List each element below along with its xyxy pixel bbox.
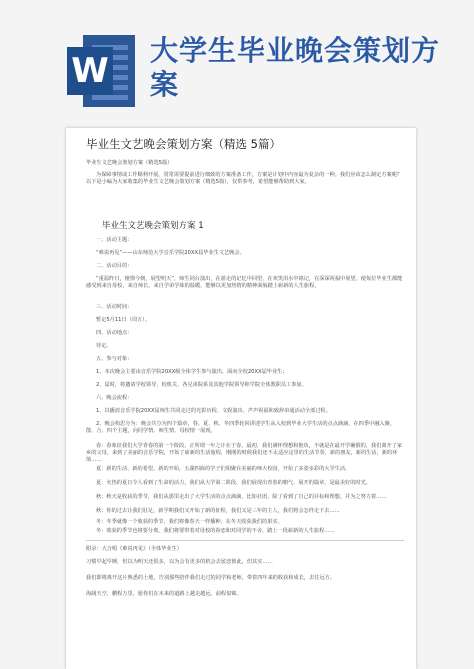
doc-line: 五、参与对象： [96,356,133,362]
doc-line: 冬：冬季就像一个收获的季节，我们将像春天一样播种、在冬天收获我们的果实。 [96,519,283,525]
doc-line: 秋：秋天是收获的季节，我们从那里走出了大学生活的点点滴滴，比如社团、除了看到了自己的目标和理想，并为之努力着…… [96,494,387,500]
doc-line: 夏：火热的夏日令人看到了生命的活力，我们从大学第二阶段，我们展现出青春的朝气、展开的篇章，是最美好的时光。 [96,480,371,486]
program-section [86,540,404,669]
doc-line: 暂定5月11日（周五）。 [96,317,150,323]
document-subtitle: 毕业生文艺晚会策划方案 1 [102,221,204,231]
doc-line: 春：春象征我们大学青春的第一个阶段，正所谓一年之计在于春，最初，我们满怀理想和抱负，不就是在最开学确假的，我们离开了家乡的父母，来到了美丽的音乐学院，开始了崭新的生活旅程，刚刚的时候我们还不太适应这里的生活节奏，新的朋友，新的生活，新的环境…… [86,443,403,464]
doc-line: 为保障事情或工作顺利开展，常常需要提前进行细致的方案准备工作，方案是计划中内容最为复杂的一种。我们应该怎么制定方案呢？以下是小编为大家收集的毕业生文艺晚会策划方案（精选5篇），仅供参考，希望能够帮助到大家。 [86,172,403,186]
doc-line: 毕业生文艺晚会策划方案（精选5篇） [86,160,173,166]
doc-line: 三、活动时间： [96,304,133,310]
word-doc-icon [67,35,135,107]
doc-line: 1、本次晚会主要由音乐学院20XX级全体学生参与演出，面向全校20XX届毕业生； [96,369,288,375]
doc-line: 冬：收获的季节也将要分离，我们将要带着对母校的眷恋和对同学的不舍，踏上一段崭新的人生旅程…… [96,528,335,534]
document-title: 毕业生文艺晚会策划方案（精选 5篇） [86,137,281,151]
doc-line: 待定。 [96,343,112,349]
page-title: 大学生毕业晚会策划方案 [150,34,441,101]
doc-line: “难说再见”——山东师范大学音乐学院20XX届毕业生文艺晚会。 [96,250,245,256]
doc-line: 六、晚会流程： [96,395,133,401]
doc-line: 夏：新的生活、新的希望。新的开始，五湖四海的学子们相聚在美丽的师大校园，开始了多姿多彩的大学生活。 [96,466,351,472]
doc-line: 习惯早起早睡，但以为明天还很多，以为会有更多的机会去留恋彼此，但其实…… [86,559,273,565]
doc-line: 一、活动主题： [96,237,133,243]
doc-line: 2、届时，将邀请学校领导、校机关、各兄弟院系及其他学院领导和学院全体教职员工参加。 [96,382,307,388]
doc-line: 四、活动地点： [96,330,133,336]
word-icon-letter: W [67,47,113,95]
doc-line: 二、活动目的： [96,263,133,269]
doc-line: 我们即将离开这片熟悉的土地，告别那些陪伴我们走过的同学和老师，带着四年来的收获和成长，去往远方。 [86,575,336,581]
doc-line: 海阔天空，鹏程万里，愿你们在未来的道路上越走越远，前程似锦。 [86,591,242,597]
doc-line: 2、晚会构思分为：晚会共分为四个篇章，春、夏、秋、冬四季轮回讲述学生从入校到毕业大学生活的点点滴滴，在四季中融入聚、散、合、四个主题，向同学情、师生情、母校情一展现。 [86,421,395,435]
doc-line: “重温昨日，憧憬今朝，展望明天”，师生同台演出，在游走的记忆中回望，在欢笑泪水中铭记，在深深祝福中展望。使每位毕业生都能感受到来自母校、来自师长、来自学弟学妹的温暖，能够以更加热情的精神面貌踏上崭新的人生旅程。 [86,276,403,290]
document-page [66,128,416,669]
doc-line: 秋：你的过去让我们驻足，新学期我们又开始了新的征程，我们又是三年的主人，我们将会怎样走下去…… [96,508,340,514]
doc-line: 1、以播放音乐学院20XX届师生共同走过的光影历程、文娱演出、声声祝福和致辞串通活动全部过程。 [96,408,331,414]
program-label: 附录：大合唱《难说再见》（全体毕业生） [86,546,182,552]
